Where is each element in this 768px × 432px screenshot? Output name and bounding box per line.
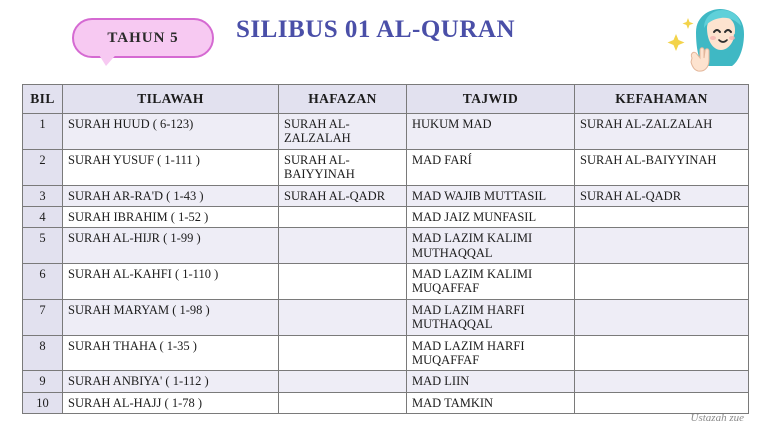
cell-kefahaman bbox=[575, 228, 749, 264]
table-row bbox=[23, 371, 749, 392]
cell-hafazan: SURAH AL-QADR bbox=[279, 185, 407, 206]
table-row bbox=[23, 206, 749, 227]
cell-bil: 2 bbox=[23, 149, 63, 185]
cell-kefahaman: SURAH AL-QADR bbox=[575, 185, 749, 206]
badge-speech-tail bbox=[96, 50, 120, 66]
cell-hafazan bbox=[279, 228, 407, 264]
cell-hafazan bbox=[279, 299, 407, 335]
cell-tilawah: SURAH AR-RA'D ( 1-43 ) bbox=[63, 185, 279, 206]
cell-tilawah: SURAH YUSUF ( 1-111 ) bbox=[63, 149, 279, 185]
cell-tajwid: MAD JAIZ MUNFASIL bbox=[407, 206, 575, 227]
table-row bbox=[23, 149, 749, 185]
cell-kefahaman: SURAH AL-ZALZALAH bbox=[575, 114, 749, 150]
table-row bbox=[23, 335, 749, 371]
cell-tilawah: SURAH AL-HAJJ ( 1-78 ) bbox=[63, 392, 279, 413]
cell-tajwid: MAD TAMKIN bbox=[407, 392, 575, 413]
cell-tajwid: MAD FARÍ bbox=[407, 149, 575, 185]
cell-tajwid: MAD LAZIM KALIMI MUTHAQQAL bbox=[407, 228, 575, 264]
cell-bil: 7 bbox=[23, 299, 63, 335]
cell-bil: 10 bbox=[23, 392, 63, 413]
column-header-tilawah: TILAWAH bbox=[63, 85, 279, 114]
cell-bil: 6 bbox=[23, 264, 63, 300]
cell-bil: 4 bbox=[23, 206, 63, 227]
table-row bbox=[23, 114, 749, 150]
cell-bil: 9 bbox=[23, 371, 63, 392]
cell-tilawah: SURAH AL-HIJR ( 1-99 ) bbox=[63, 228, 279, 264]
silibus-table-container bbox=[22, 84, 748, 414]
cell-hafazan bbox=[279, 392, 407, 413]
cell-bil: 8 bbox=[23, 335, 63, 371]
cell-kefahaman bbox=[575, 371, 749, 392]
table-header-row bbox=[23, 85, 749, 114]
cell-hafazan bbox=[279, 206, 407, 227]
column-header-bil: BIL bbox=[23, 85, 63, 114]
table-row bbox=[23, 392, 749, 413]
cell-kefahaman bbox=[575, 299, 749, 335]
page-title: SILIBUS 01 AL-QURAN bbox=[236, 16, 516, 43]
cell-tilawah: SURAH IBRAHIM ( 1-52 ) bbox=[63, 206, 279, 227]
table-row bbox=[23, 185, 749, 206]
cell-tilawah: SURAH THAHA ( 1-35 ) bbox=[63, 335, 279, 371]
cell-hafazan bbox=[279, 264, 407, 300]
cell-kefahaman bbox=[575, 335, 749, 371]
cell-tilawah: SURAH HUUD ( 6-123) bbox=[63, 114, 279, 150]
table-row bbox=[23, 264, 749, 300]
cell-tajwid: MAD LAZIM KALIMI MUQAFFAF bbox=[407, 264, 575, 300]
cell-hafazan: SURAH AL-BAIYYINAH bbox=[279, 149, 407, 185]
year-badge bbox=[72, 18, 214, 58]
cell-bil: 3 bbox=[23, 185, 63, 206]
table-body bbox=[23, 114, 749, 414]
cell-hafazan bbox=[279, 371, 407, 392]
cell-tilawah: SURAH ANBIYA' ( 1-112 ) bbox=[63, 371, 279, 392]
cell-tajwid: MAD LAZIM HARFI MUQAFFAF bbox=[407, 335, 575, 371]
cell-hafazan bbox=[279, 335, 407, 371]
hijab-girl-avatar-icon bbox=[666, 4, 750, 80]
cell-kefahaman bbox=[575, 264, 749, 300]
column-header-hafazan: HAFAZAN bbox=[279, 85, 407, 114]
column-header-tajwid: TAJWID bbox=[407, 85, 575, 114]
cell-tajwid: HUKUM MAD bbox=[407, 114, 575, 150]
cell-tajwid: MAD LIIN bbox=[407, 371, 575, 392]
cell-kefahaman: SURAH AL-BAIYYINAH bbox=[575, 149, 749, 185]
year-badge-label: TAHUN 5 bbox=[107, 29, 179, 46]
page-header bbox=[0, 0, 768, 78]
cell-hafazan: SURAH AL-ZALZALAH bbox=[279, 114, 407, 150]
column-header-kefahaman: KEFAHAMAN bbox=[575, 85, 749, 114]
cell-bil: 1 bbox=[23, 114, 63, 150]
table-row bbox=[23, 299, 749, 335]
cell-tajwid: MAD WAJIB MUTTASIL bbox=[407, 185, 575, 206]
cell-bil: 5 bbox=[23, 228, 63, 264]
cell-tilawah: SURAH MARYAM ( 1-98 ) bbox=[63, 299, 279, 335]
silibus-table bbox=[22, 84, 749, 414]
table-row bbox=[23, 228, 749, 264]
cell-kefahaman bbox=[575, 206, 749, 227]
cell-tajwid: MAD LAZIM HARFI MUTHAQQAL bbox=[407, 299, 575, 335]
cell-tilawah: SURAH AL-KAHFI ( 1-110 ) bbox=[63, 264, 279, 300]
author-signature: Ustazah zue bbox=[690, 412, 744, 424]
cell-kefahaman bbox=[575, 392, 749, 413]
